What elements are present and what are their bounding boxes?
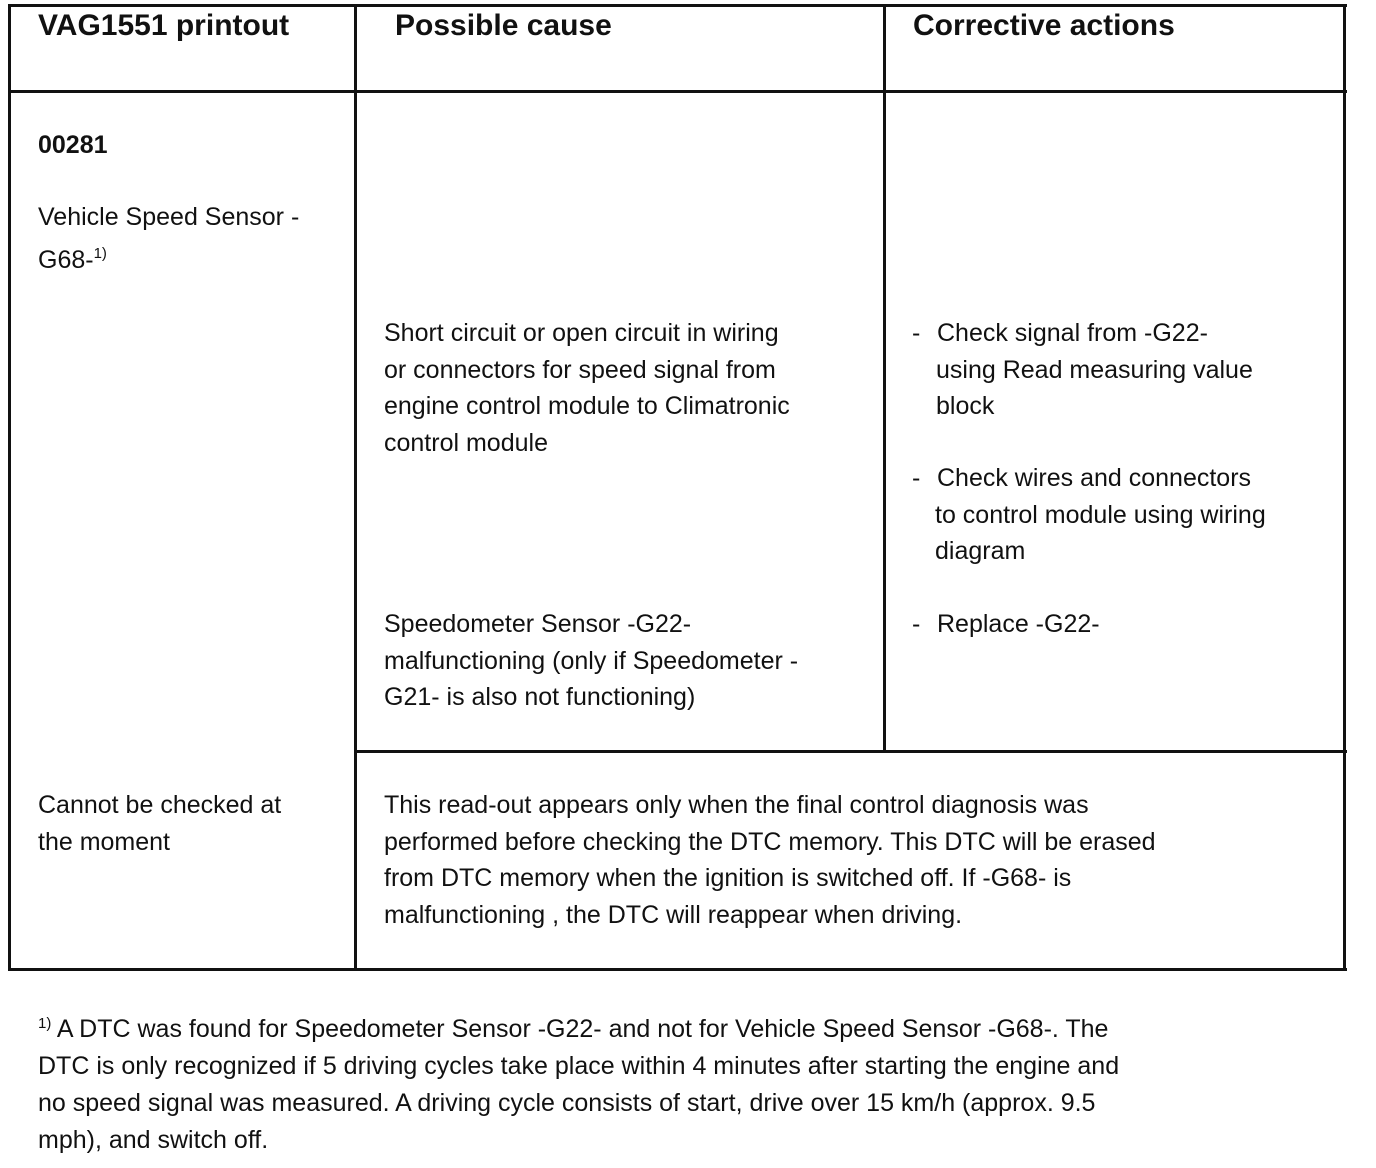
cannot-check-line-2: the moment xyxy=(38,827,171,856)
action-2-line-2: to control module using wiring xyxy=(935,500,1266,529)
header-possible-cause: Possible cause xyxy=(395,9,612,42)
cause-1-line-2: or connectors for speed signal from xyxy=(384,355,776,384)
fault-name-line-1: Vehicle Speed Sensor - xyxy=(38,203,300,231)
fault-code: 00281 xyxy=(38,131,108,159)
footnote-line-1 xyxy=(38,1011,1338,1048)
explanation-line-2: performed before checking the DTC memory. This DTC will be erased xyxy=(384,827,1156,856)
row-divider xyxy=(354,750,1347,753)
cause-1-line-3: engine control module to Climatronic xyxy=(384,392,790,420)
table-border-left xyxy=(8,4,11,971)
action-1-dash: - xyxy=(912,319,921,347)
fault-name-line-2 xyxy=(38,242,107,279)
action-1-line-3: block xyxy=(936,392,995,420)
footnote-line-2: DTC is only recognized if 5 driving cycles take place within 4 minutes after starting the engine and xyxy=(38,1052,1120,1080)
action-2-line-3: diagram xyxy=(935,537,1026,565)
explanation-line-1: This read-out appears only when the final control diagnosis was xyxy=(384,791,1089,819)
column-divider-2 xyxy=(883,4,886,752)
cannot-check-line-1: Cannot be checked at xyxy=(38,791,282,819)
action-1-line-1: Check signal from -G22- xyxy=(937,319,1208,347)
table-border-right xyxy=(1343,4,1346,971)
table-border-top xyxy=(8,4,1347,7)
cause-1-line-1: Short circuit or open circuit in wiring xyxy=(384,319,779,347)
footnote-line-1-text: A DTC was found for Speedometer Sensor -G22- and not for Vehicle Speed Sensor -G68-. The xyxy=(56,1015,1109,1043)
footnote-line-3: no speed signal was measured. A driving cycle consists of start, drive over 15 km/h (approx. 9.5 xyxy=(38,1089,1096,1117)
explanation-line-4: malfunctioning , the DTC will reappear when driving. xyxy=(384,900,963,929)
explanation-line-3: from DTC memory when the ignition is switched off. If -G68- is xyxy=(384,864,1072,892)
header-vag1551-printout: VAG1551 printout xyxy=(38,9,290,42)
action-2-dash: - xyxy=(912,464,921,492)
action-1-line-2: using Read measuring value xyxy=(936,355,1253,384)
action-3-dash: - xyxy=(912,610,921,638)
cause-1-line-4: control module xyxy=(384,428,548,457)
footnote-line-4: mph), and switch off. xyxy=(38,1126,269,1154)
header-corrective-actions: Corrective actions xyxy=(913,9,1175,42)
header-divider xyxy=(8,90,1347,93)
cause-2-line-1: Speedometer Sensor -G22- xyxy=(384,610,692,638)
action-3-line-1: Replace -G22- xyxy=(937,610,1100,638)
footnote-reference: 1) xyxy=(93,245,107,262)
cause-2-line-3: G21- is also not functioning) xyxy=(384,683,696,711)
action-2-line-1: Check wires and connectors xyxy=(937,464,1252,492)
fault-name-text: G68- xyxy=(38,246,94,274)
footnote-mark: 1) xyxy=(38,1015,52,1032)
footnote xyxy=(38,1011,1338,1159)
table-border-bottom xyxy=(8,968,1347,971)
cause-2-line-2: malfunctioning (only if Speedometer - xyxy=(384,646,799,675)
column-divider-1 xyxy=(354,4,357,971)
